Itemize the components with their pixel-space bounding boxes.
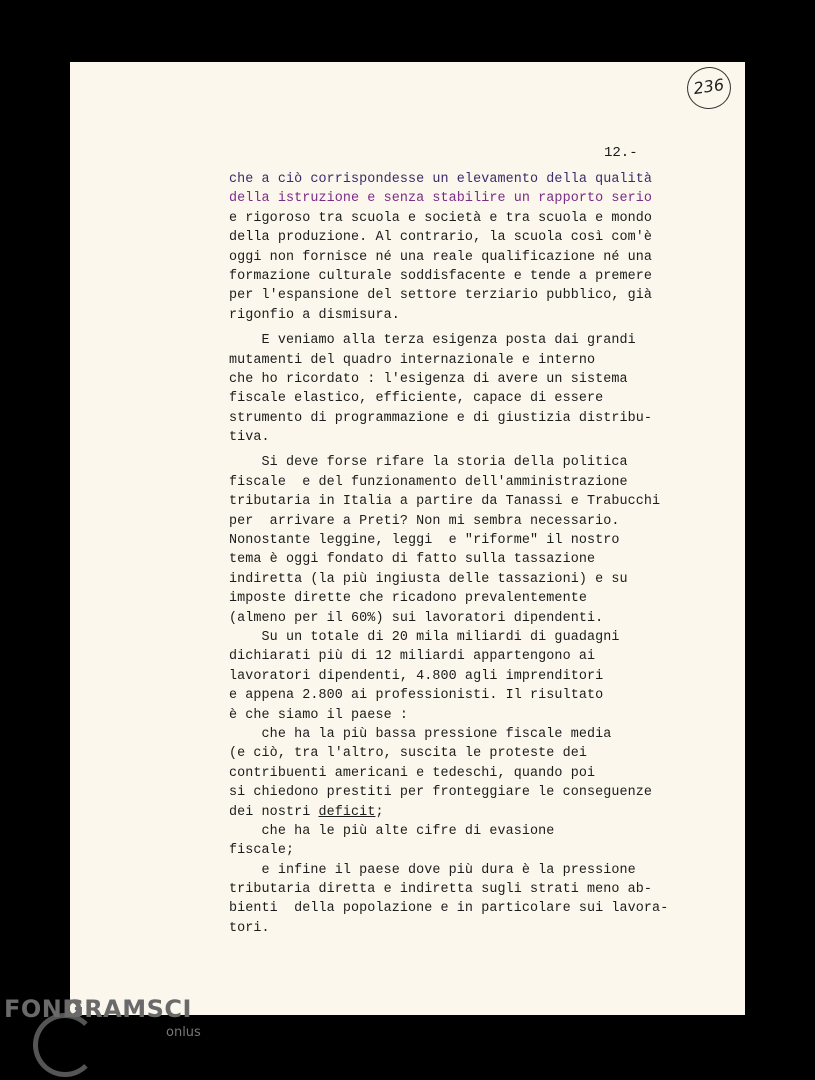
text-line: Si deve forse rifare la storia della politica: [229, 455, 628, 471]
stamp-number: 236: [692, 74, 726, 99]
logo-onlus-text: onlus: [166, 1025, 201, 1040]
text-line: e rigoroso tra scuola e società e tra scuola e mondo: [229, 210, 653, 226]
text-line: fiscale;: [229, 843, 295, 859]
text-line: per l'espansione del settore terziario pubblico, già: [229, 288, 653, 304]
text-line: dichiarati più di 12 miliardi appartengono ai: [229, 649, 596, 665]
text-line: tema è oggi fondato di fatto sulla tassazione: [229, 552, 596, 568]
text-line: Su un totale di 20 mila miliardi di guadagni: [229, 629, 620, 645]
document-text: [229, 170, 669, 938]
text-line: e appena 2.800 ai professionisti. Il risultato: [229, 688, 604, 704]
text-line: (almeno per il 60%) sui lavoratori dipendenti.: [229, 610, 604, 626]
text-line: lavoratori dipendenti, 4.800 agli imprenditori: [229, 668, 604, 684]
text-line: e infine il paese dove più dura è la pressione: [229, 862, 636, 878]
text-line: (e ciò, tra l'altro, suscita le proteste dei: [229, 746, 587, 762]
underlined-word: deficit: [318, 804, 376, 820]
text-line: Nonostante leggine, leggi e "riforme" il nostro: [229, 533, 620, 549]
text-line: formazione culturale soddisfacente e tende a premere: [229, 268, 653, 284]
text-line: è che siamo il paese :: [229, 707, 408, 723]
text-line: mutamenti del quadro internazionale e interno: [229, 352, 596, 368]
text-line: che ha le più alte cifre di evasione: [229, 823, 555, 839]
page-number: 12.-: [604, 145, 638, 161]
text-line: che ha la più bassa pressione fiscale media: [229, 726, 612, 742]
logo-gramsci-text: GRAMSCI: [64, 995, 192, 1023]
text-line: E veniamo alla terza esigenza posta dai grandi: [229, 333, 636, 349]
text-line: rigonfio a dismisura.: [229, 307, 400, 323]
text-line: fiscale e del funzionamento dell'amministrazione: [229, 474, 628, 490]
text-line: che ho ricordato : l'esigenza di avere un sistema: [229, 371, 628, 387]
logo-fond-text: FOND: [4, 995, 83, 1023]
text-line: della istruzione e senza stabilire un rapporto serio: [229, 191, 653, 207]
text-line: che a ciò corrispondesse un elevamento della qualità: [229, 172, 653, 187]
fondazione-gramsci-logo: [0, 985, 240, 1080]
text-line: dei nostri deficit;: [229, 804, 384, 820]
text-line: indiretta (la più ingiusta delle tassazioni) e su: [229, 571, 628, 587]
text-line: strumento di programmazione e di giustizia distribu-: [229, 410, 653, 426]
text-line: fiscale elastico, efficiente, capace di essere: [229, 391, 604, 407]
text-line: tributaria in Italia a partire da Tanassi e Trabucchi: [229, 494, 661, 510]
text-line: tributaria diretta e indiretta sugli strati meno ab-: [229, 882, 653, 898]
text-line: tiva.: [229, 430, 270, 446]
text-line: tori.: [229, 920, 270, 936]
text-line: bienti della popolazione e in particolare sui lavora-: [229, 901, 669, 917]
text-line: per arrivare a Preti? Non mi sembra necessario.: [229, 513, 620, 529]
text-line: imposte dirette che ricadono prevalentemente: [229, 591, 587, 607]
text-line: si chiedono prestiti per fronteggiare le conseguenze: [229, 785, 653, 801]
text-line: contribuenti americani e tedeschi, quando poi: [229, 765, 596, 781]
text-line: della produzione. Al contrario, la scuola così com'è: [229, 230, 653, 246]
text-line: oggi non fornisce né una reale qualificazione né una: [229, 249, 653, 265]
